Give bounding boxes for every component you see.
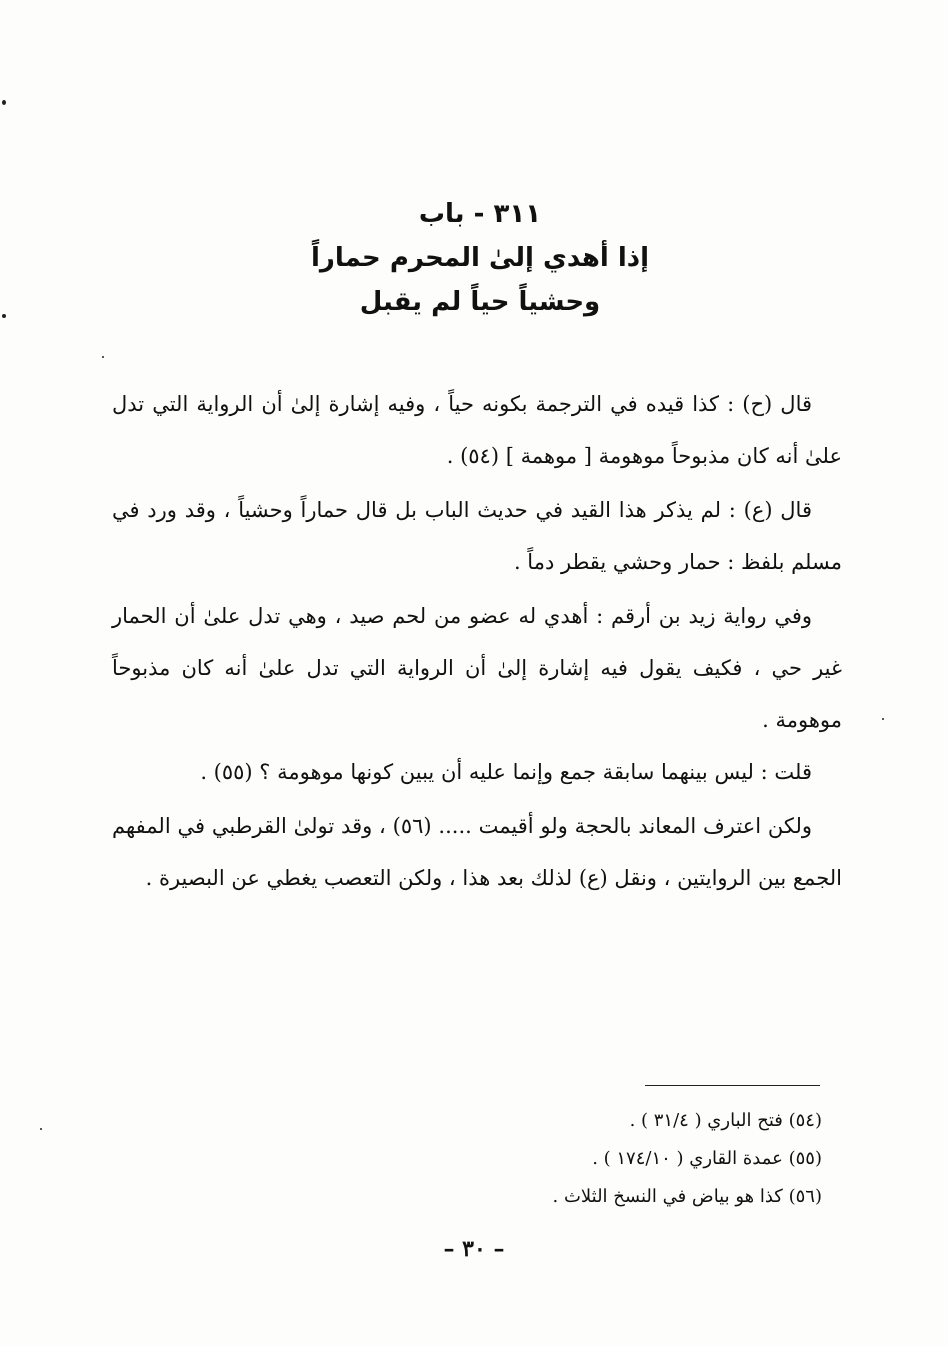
- paragraph-1: قال (ح) : كذا قيده في الترجمة بكونه حياً ، وفيه إشارة إلىٰ أن الرواية التي تدل علىٰ أنه كان مذبوحاً موهومة [ موهمة ] (٥٤) .: [112, 392, 842, 468]
- paragraph-4: قلت : ليس بينهما سابقة جمع وإنما عليه أن يبين كونها موهومة ؟ (٥٥) .: [200, 760, 812, 784]
- paragraph-3: وفي رواية زيد بن أرقم : أهدي له عضو من لحم صيد ، وهي تدل علىٰ أن الحمار غير حي ، فكيف يقول فيه إشارة إلىٰ أن الرواية التي تدل علىٰ أنه كان مذبوحاً موهومة .: [112, 604, 842, 732]
- scan-speck: [2, 100, 6, 105]
- footnotes: [340, 1102, 822, 1216]
- paragraph-5: ولكن اعترف المعاند بالحجة ولو أقيمت ..... (٥٦) ، وقد تولىٰ القرطبي في المفهم الجمع بين الروايتين ، ونقل (ع) لذلك بعد هذا ، ولكن التعصب يغطي عن البصيرة .: [112, 814, 842, 890]
- chapter-number: ٣١١ - باب: [418, 199, 542, 229]
- scan-speck: [2, 314, 6, 318]
- scan-speck: [40, 1128, 42, 1130]
- paragraph-2: قال (ع) : لم يذكر هذا القيد في حديث الباب بل قال حماراً وحشياً ، وقد ورد في مسلم بلفظ : حمار وحشي يقطر دماً .: [112, 498, 842, 574]
- chapter-title-line-2: وحشياً حياً لم يقبل: [359, 287, 601, 317]
- scan-speck: [882, 718, 884, 720]
- scan-speck: [102, 356, 104, 358]
- footnote-56: (٥٦) كذا هو بياض في النسخ الثلاث .: [552, 1186, 822, 1207]
- footnote-54: (٥٤) فتح الباري ( ٣١/٤ ) .: [629, 1110, 822, 1131]
- chapter-title-line-1: إذا أهدي إلىٰ المحرم حماراً: [310, 243, 650, 273]
- chapter-heading: [240, 192, 720, 324]
- footnote-separator: [645, 1085, 820, 1086]
- page-number: – ٣٠ –: [443, 1236, 505, 1262]
- footnote-55: (٥٥) عمدة القاري ( ١٧٤/١٠ ) .: [592, 1148, 822, 1169]
